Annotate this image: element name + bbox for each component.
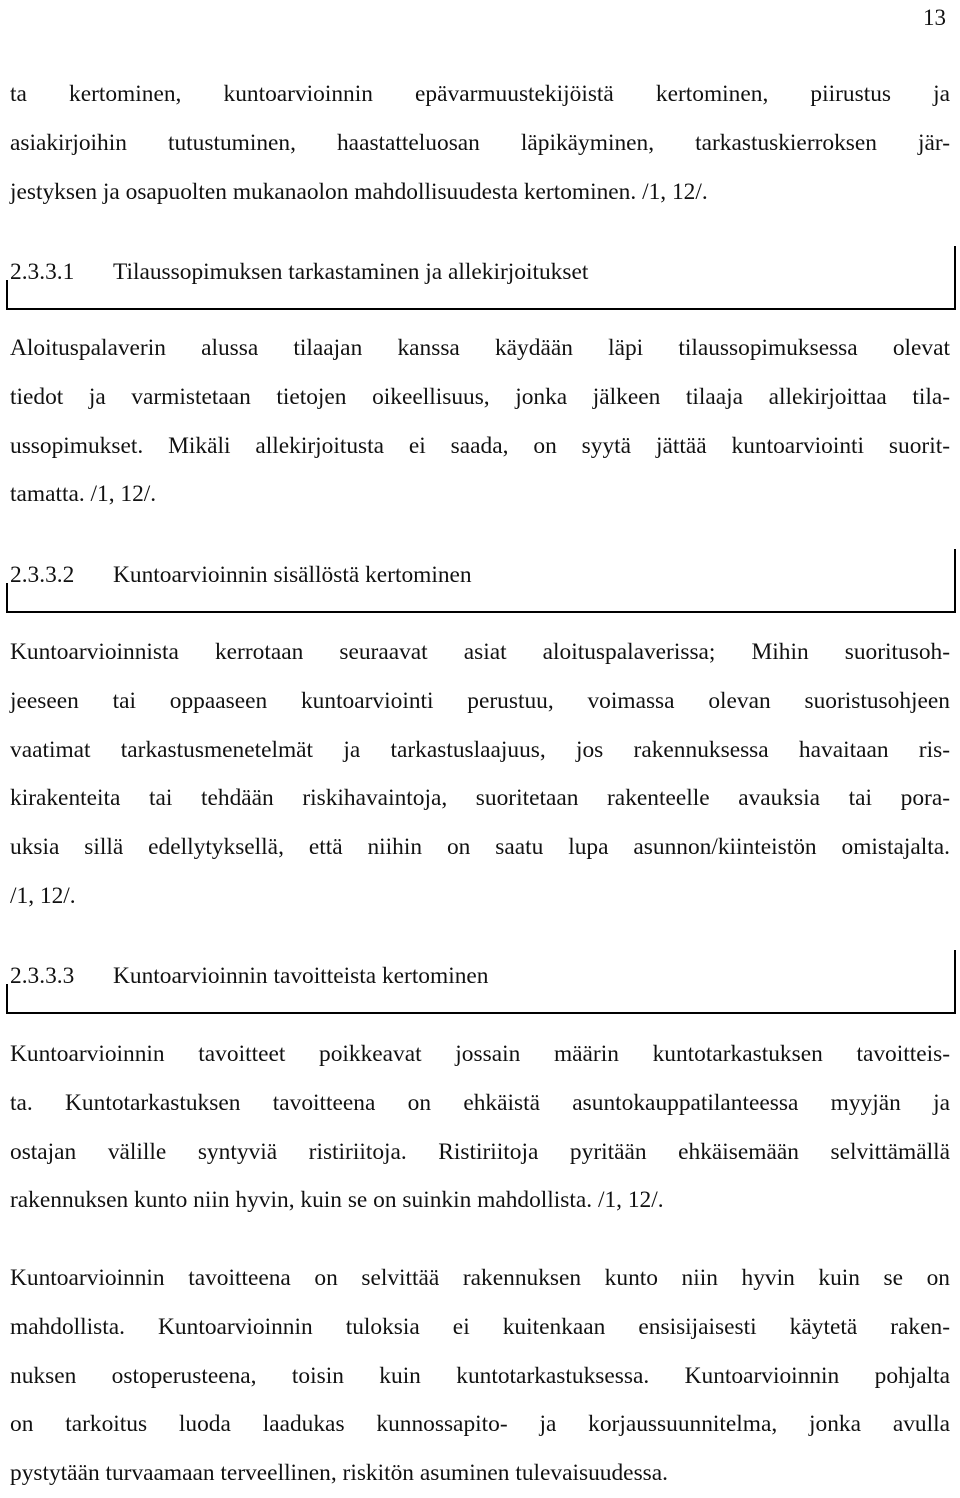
text-line: mahdollista. Kuntoarvioinnin tuloksia ei kuitenkaan ensisijaisesti käytetä raken- bbox=[10, 1313, 950, 1340]
text-line: kirakenteita tai tehdään riskihavaintoja, suoritetaan rakenteelle avauksia tai pora- bbox=[10, 785, 950, 812]
text-line: jestyksen ja osapuolten mukanaolon mahdollisuudesta kertominen. /1, 12/. bbox=[10, 178, 708, 205]
text-line: Kuntoarvioinnista kerrotaan seuraavat asiat aloituspalaverissa; Mihin suoritusoh- bbox=[10, 639, 950, 665]
heading-border-bottom bbox=[6, 611, 956, 613]
text-line: ostajan välille syntyviä ristiriitoja. Ristiriitoja pyritään ehkäisemään selvittämällä bbox=[10, 1138, 950, 1165]
intro-paragraph bbox=[10, 70, 950, 216]
text-line: asiakirjoihin tutustuminen, haastatteluosan läpikäyminen, tarkastuskierroksen jär- bbox=[10, 129, 950, 156]
text-line: ta. Kuntotarkastuksen tavoitteena on ehkäistä asuntokauppatilanteessa myyjän ja bbox=[10, 1089, 950, 1116]
section-title: Kuntoarvioinnin tavoitteista kertominen bbox=[113, 963, 489, 989]
text-line: jeeseen tai oppaaseen kuntoarviointi perustuu, voimassa olevan suoristusohjeen bbox=[10, 687, 950, 714]
text-line: rakennuksen kunto niin hyvin, kuin se on suinkin mahdollista. /1, 12/. bbox=[10, 1187, 664, 1214]
section-2331-paragraph bbox=[10, 324, 950, 519]
text-line: vaatimat tarkastusmenetelmät ja tarkastuslaajuus, jos rakennuksessa havaitaan ris- bbox=[10, 736, 950, 763]
section-2333-paragraph-2 bbox=[10, 1254, 950, 1498]
text-line: /1, 12/. bbox=[10, 882, 76, 909]
text-line: nuksen ostoperusteena, toisin kuin kuntotarkastuksessa. Kuntoarvioinnin pohjalta bbox=[10, 1362, 950, 1389]
text-line: on tarkoitus luoda laadukas kunnossapito- ja korjaussuunnitelma, jonka avulla bbox=[10, 1411, 950, 1438]
section-heading-2331 bbox=[10, 246, 956, 310]
section-title: Kuntoarvioinnin sisällöstä kertominen bbox=[113, 562, 472, 588]
heading-border-right bbox=[954, 549, 956, 613]
heading-border-left bbox=[6, 984, 8, 1014]
text-line: Aloituspalaverin alussa tilaajan kanssa käydään läpi tilaussopimuksessa olevat bbox=[10, 335, 950, 361]
section-number: 2.3.3.2 bbox=[10, 562, 75, 588]
heading-border-bottom bbox=[6, 1012, 956, 1014]
section-2333-paragraph-1 bbox=[10, 1030, 950, 1225]
heading-border-left bbox=[6, 280, 8, 310]
text-line: ta kertominen, kuntoarvioinnin epävarmuustekijöistä kertominen, piirustus ja bbox=[10, 81, 950, 107]
heading-border-right bbox=[954, 950, 956, 1014]
section-heading-2332 bbox=[10, 549, 956, 613]
section-number: 2.3.3.3 bbox=[10, 963, 75, 989]
section-title: Tilaussopimuksen tarkastaminen ja allekirjoitukset bbox=[113, 259, 589, 285]
text-line: tamatta. /1, 12/. bbox=[10, 481, 157, 508]
section-number: 2.3.3.1 bbox=[10, 259, 75, 285]
text-line: Kuntoarvioinnin tavoitteet poikkeavat jossain määrin kuntotarkastuksen tavoitteis- bbox=[10, 1041, 950, 1067]
section-2332-paragraph bbox=[10, 628, 950, 921]
text-line: Kuntoarvioinnin tavoitteena on selvittää rakennuksen kunto niin hyvin kuin se on bbox=[10, 1265, 950, 1291]
text-line: ussopimukset. Mikäli allekirjoitusta ei saada, on syytä jättää kuntoarviointi suorit- bbox=[10, 432, 950, 459]
text-line: pystytään turvaamaan terveellinen, riskitön asuminen tulevaisuudessa. bbox=[10, 1460, 668, 1487]
page-number: 13 bbox=[923, 5, 946, 30]
heading-border-bottom bbox=[6, 308, 956, 310]
section-heading-2333 bbox=[10, 950, 956, 1014]
heading-border-right bbox=[954, 246, 956, 310]
text-line: uksia sillä edellytyksellä, että niihin on saatu lupa asunnon/kiinteistön omistajalta. bbox=[10, 834, 950, 861]
heading-border-left bbox=[6, 583, 8, 613]
text-line: tiedot ja varmistetaan tietojen oikeellisuus, jonka jälkeen tilaaja allekirjoittaa tila- bbox=[10, 383, 950, 410]
